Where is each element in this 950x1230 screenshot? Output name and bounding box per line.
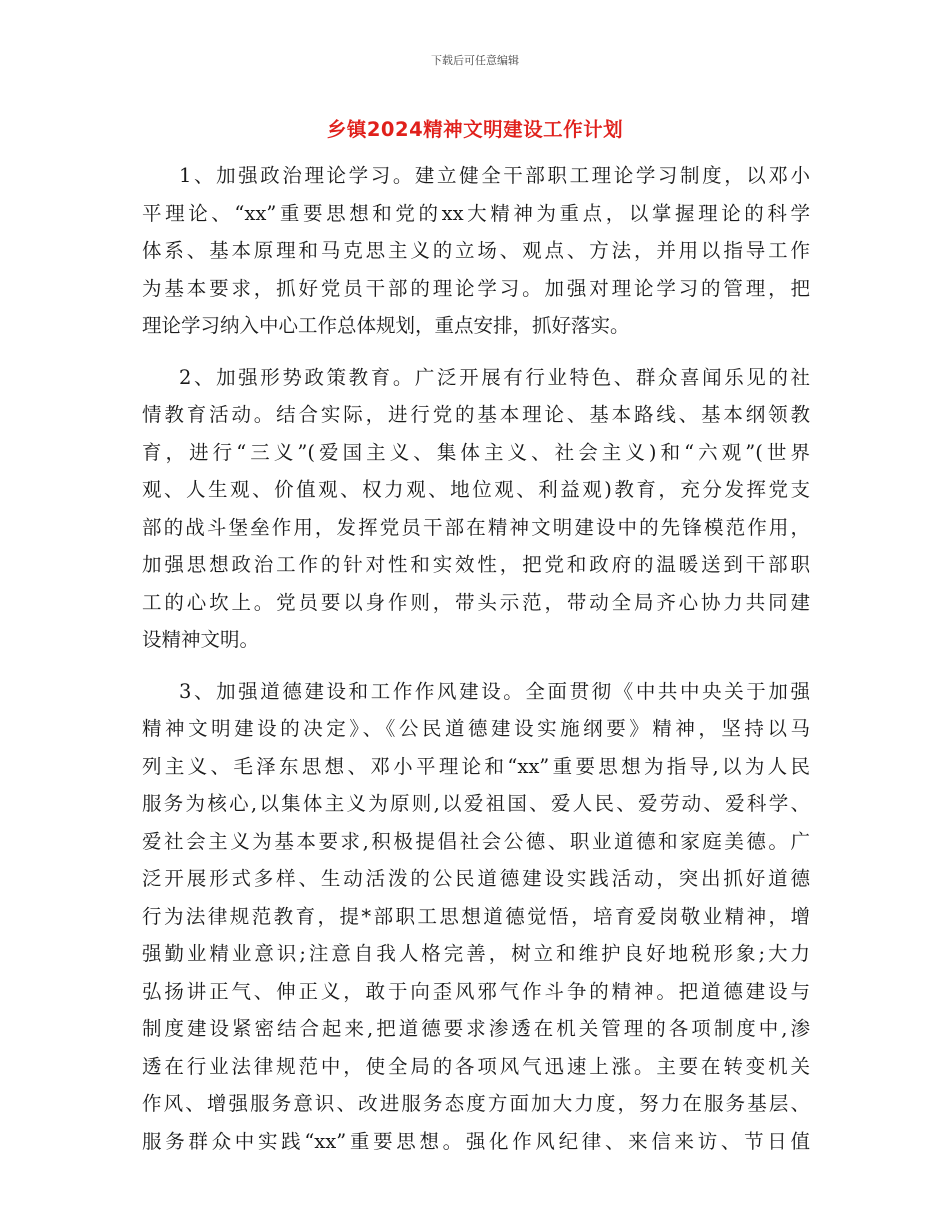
text-line: 平理论、“xx”重要思想和党的xx大精神为重点，以掌握理论的科学 [142,201,810,225]
text-line: 理论学习纳入中心工作总体规划，重点安排，抓好落实。 [142,314,630,337]
text-line: 体系、基本原理和马克思主义的立场、观点、方法，并用以指导工作 [142,239,810,262]
text-line: 弘扬讲正气、伸正义，敢于向歪风邪气作斗争的精神。把道德建设与 [142,979,810,1003]
text-line: 爱社会主义为基本要求,积极提倡社会公德、职业道德和家庭美德。广 [142,829,810,853]
text-line: 行为法律规范教育，提*部职工思想道德觉悟，培育爱岗敬业精神，增 [142,904,810,928]
text-line: 泛开展形式多样、生动活泼的公民道德建设实践活动，突出抓好道德 [142,867,810,890]
text-line: 部的战斗堡垒作用，发挥党员干部在精神文明建设中的先锋模范作用， [142,515,810,539]
text-line: 服务为核心,以集体主义为原则,以爱祖国、爱人民、爱劳动、爱科学、 [142,792,810,815]
text-line: 育，进行“三义”(爱国主义、集体主义、社会主义)和“六观”(世界 [142,440,810,464]
text-line: 列主义、毛泽东思想、邓小平理论和“xx”重要思想为指导,以为人民 [142,754,810,778]
paragraph-2 [142,359,810,659]
header-note: 下载后可任意编辑 [431,54,519,67]
text-line: 作风、增强服务意识、改进服务态度方面加大力度，努力在服务基层、 [142,1092,810,1115]
text-line: 设精神文明。 [142,628,260,651]
text-line: 工的心坎上。党员要以身作则，带头示范，带动全局齐心协力共同建 [142,590,810,614]
text-line: 制度建设紧密结合起来,把道德要求渗透在机关管理的各项制度中,渗 [142,1017,810,1040]
text-line: 2、加强形势政策教育。广泛开展有行业特色、群众喜闻乐见的社 [179,365,810,389]
paragraph-1 [142,157,810,345]
text-line: 3、加强道德建设和工作作风建设。全面贯彻《中共中央关于加强 [179,679,810,703]
text-line: 1、加强政治理论学习。建立健全干部职工理论学习制度，以邓小 [179,164,810,187]
text-line: 透在行业法律规范中，使全局的各项风气迅速上涨。主要在转变机关 [142,1054,810,1078]
text-line: 精神文明建设的决定》、《公民道德建设实施纲要》精神，坚持以马 [142,717,810,740]
text-line: 为基本要求，抓好党员干部的理论学习。加强对理论学习的管理，把 [142,276,810,300]
text-line: 强勤业精业意识;注意自我人格完善，树立和维护良好地税形象;大力 [142,942,810,965]
text-line: 观、人生观、价值观、权力观、地位观、利益观)教育，充分发挥党支 [142,478,810,501]
document-title: 乡镇2024精神文明建设工作计划 [326,118,624,141]
text-line: 情教育活动。结合实际，进行党的基本理论、基本路线、基本纲领教 [142,403,810,426]
paragraph-3 [142,673,810,1161]
text-line: 加强思想政治工作的针对性和实效性，把党和政府的温暖送到干部职 [142,553,810,576]
text-line: 服务群众中实践“xx”重要思想。强化作风纪律、来信来访、节日值 [142,1129,810,1153]
document-body [142,157,810,1174]
